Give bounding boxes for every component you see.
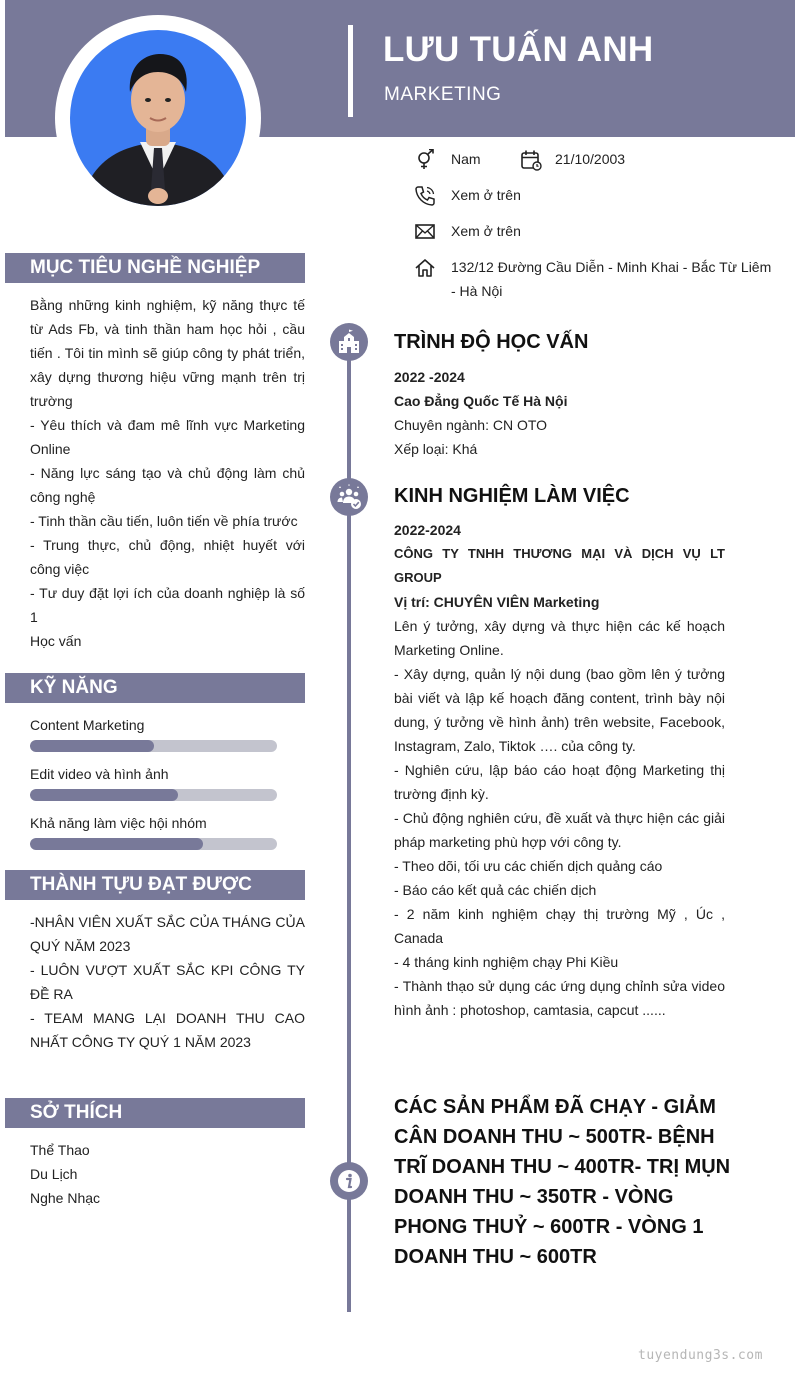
- objective-paragraph: - Năng lực sáng tạo và chủ động làm chủ công nghệ: [30, 465, 305, 505]
- objective-paragraph: Học vấn: [30, 633, 82, 649]
- experience-heading: KINH NGHIỆM LÀM VIỆC: [394, 485, 630, 507]
- hobbies-heading: SỞ THÍCH: [5, 1098, 305, 1128]
- experience-item: - Thành thạo sử dụng các ứng dụng chỉnh sửa video hình ảnh : photoshop, camtasia, capcut ......: [394, 978, 725, 1018]
- experience-item: - Xây dựng, quản lý nội dung (bao gồm lên ý tưởng bài viết và lập kế hoạch đăng content, trình bày nội dung, ý tưởng về hình ảnh) trên website, Facebook, Instagram, Zalo, Tiktok …. của công ty.: [394, 666, 725, 754]
- avatar: [70, 30, 246, 206]
- skill-bar-fill: [30, 838, 203, 850]
- objective-paragraph: - Tư duy đặt lợi ích của doanh nghiệp là số 1: [30, 585, 305, 625]
- education-details: [394, 365, 724, 461]
- objective-heading: MỤC TIÊU NGHỀ NGHIỆP: [5, 253, 305, 283]
- skill-label: Content Marketing: [30, 717, 145, 733]
- candidate-role: MARKETING: [384, 84, 502, 105]
- address-value: [451, 255, 771, 303]
- experience-company: CÔNG TY TNHH THƯƠNG MẠI VÀ DỊCH VỤ LT GROUP: [394, 546, 725, 585]
- birthday-row: [520, 149, 625, 171]
- objective-text: [30, 293, 305, 653]
- education-rank: Xếp loại: Khá: [394, 441, 478, 457]
- skill-bar-fill: [30, 789, 178, 801]
- birthday-value: 21/10/2003: [555, 151, 626, 167]
- envelope-icon: [414, 221, 436, 243]
- achievement-item: - TEAM MANG LẠI DOANH THU CAO NHẤT CÔNG TY QUÝ 1 NĂM 2023: [30, 1010, 305, 1050]
- gender-icon: [414, 149, 436, 171]
- objective-paragraph: - Trung thực, chủ động, nhiệt huyết với công việc: [30, 537, 305, 577]
- experience-position: Vị trí: CHUYÊN VIÊN Marketing: [394, 594, 600, 610]
- team-icon: [336, 484, 362, 510]
- products-summary: CÁC SẢN PHẨM ĐÃ CHẠY - GIẢM CÂN DOANH THU ~ 500TR- BỆNH TRĨ DOANH THU ~ 400TR- TRỊ MỤN DOANH THU ~ 350TR - VÒNG PHONG THUỶ ~ 600TR - VÒNG 1 DOANH THU ~ 600TR: [394, 1096, 731, 1268]
- objective-paragraph: Bằng những kinh nghiệm, kỹ năng thực tế từ Ads Fb, và tinh thần ham học hỏi , cầu tiến . Tôi tin mình sẽ giúp công ty phát triển, xây dựng thương hiệu vững mạnh trên trị trường: [30, 297, 305, 409]
- calendar-icon: [520, 149, 542, 171]
- gender-value: Nam: [451, 151, 481, 167]
- email-row: [414, 221, 521, 243]
- hobbies-list: [30, 1138, 290, 1210]
- email-value: Xem ở trên: [451, 223, 521, 239]
- experience-item: - 4 tháng kinh nghiệm chạy Phi Kiều: [394, 954, 619, 970]
- experience-item: - Báo cáo kết quả các chiến dịch: [394, 882, 597, 898]
- experience-item: - Chủ động nghiên cứu, đề xuất và thực hiện các giải pháp marketing phù hợp với công ty.: [394, 810, 725, 850]
- skill-bar: [30, 838, 277, 850]
- info-marker: [330, 1162, 368, 1200]
- hobby-item: Thể Thao: [30, 1142, 90, 1158]
- education-period: 2022 -2024: [394, 369, 465, 385]
- experience-details: [394, 518, 725, 1022]
- experience-marker: [330, 478, 368, 516]
- skill-bar-fill: [30, 740, 154, 752]
- skill-bar: [30, 789, 277, 801]
- experience-period: 2022-2024: [394, 522, 461, 538]
- phone-row: [414, 185, 521, 207]
- hobby-item: Du Lịch: [30, 1166, 78, 1182]
- watermark: tuyendung3s.com: [638, 1348, 763, 1363]
- address-row: [414, 257, 771, 303]
- phone-icon: [414, 185, 436, 207]
- info-icon: [336, 1168, 362, 1194]
- experience-item: Lên ý tưởng, xây dựng và thực hiện các kế hoạch Marketing Online.: [394, 618, 725, 658]
- address-line-1: 132/12 Đường Cầu Diễn - Minh Khai - Bắc Từ Liêm: [451, 259, 772, 275]
- objective-paragraph: - Tinh thần cầu tiến, luôn tiến về phía trước: [30, 513, 298, 529]
- school-icon: [336, 329, 362, 355]
- achievements-text: [30, 910, 305, 1054]
- experience-item: - 2 năm kinh nghiệm chạy thị trường Mỹ , Úc , Canada: [394, 906, 725, 946]
- experience-item: - Nghiên cứu, lập báo cáo hoạt động Marketing thị trường định kỳ.: [394, 762, 725, 802]
- achievement-item: - LUÔN VƯỢT XUẤT SẮC KPI CÔNG TY ĐỀ RA: [30, 962, 305, 1002]
- gender-row: [414, 149, 481, 171]
- header-divider: [348, 25, 353, 117]
- achievement-item: -NHÂN VIÊN XUẤT SẮC CỦA THÁNG CỦA QUÝ NĂM 2023: [30, 914, 305, 954]
- education-major: Chuyên ngành: CN OTO: [394, 417, 548, 433]
- skill-label: Khả năng làm việc hội nhóm: [30, 815, 207, 831]
- candidate-name: LƯU TUẤN ANH: [383, 30, 654, 69]
- education-school: Cao Đẳng Quốc Tế Hà Nội: [394, 393, 568, 409]
- objective-paragraph: - Yêu thích và đam mê lĩnh vực Marketing Online: [30, 417, 305, 457]
- education-heading: TRÌNH ĐỘ HỌC VẤN: [394, 331, 589, 353]
- skill-label: Edit video và hình ảnh: [30, 766, 169, 782]
- education-marker: [330, 323, 368, 361]
- skill-bar: [30, 740, 277, 752]
- phone-value: Xem ở trên: [451, 187, 521, 203]
- experience-item: - Theo dõi, tối ưu các chiến dịch quảng cáo: [394, 858, 663, 874]
- hobby-item: Nghe Nhạc: [30, 1190, 101, 1206]
- achievements-heading: THÀNH TỰU ĐẠT ĐƯỢC: [5, 870, 305, 900]
- address-line-2: - Hà Nội: [451, 283, 503, 299]
- skills-heading: KỸ NĂNG: [5, 673, 305, 703]
- home-icon: [414, 257, 436, 279]
